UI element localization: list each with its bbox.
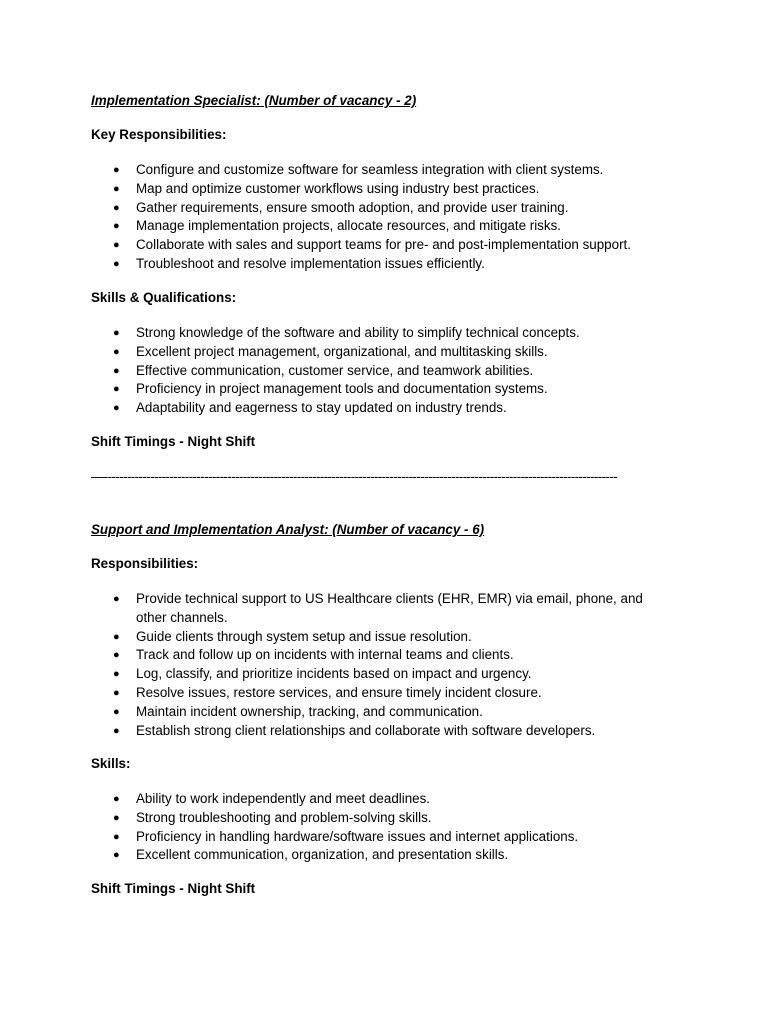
list-item-text: Proficiency in handling hardware/software issues and internet applications.	[136, 828, 579, 844]
list-item-text: Ability to work independently and meet deadlines.	[136, 791, 431, 806]
skills-list	[0, 790, 676, 865]
bullet-icon: ●	[113, 593, 120, 605]
list-item	[0, 236, 676, 255]
list-item-text: Strong knowledge of the software and ability to simplify technical concepts.	[136, 325, 580, 340]
list-item-text: Manage implementation projects, allocate resources, and mitigate risks.	[136, 218, 561, 234]
list-item	[0, 217, 676, 236]
list-item-text: Troubleshoot and resolve implementation issues efficiently.	[136, 255, 485, 271]
list-item	[0, 790, 676, 809]
bullet-icon: ●	[113, 724, 120, 737]
list-item-text: Resolve issues, restore services, and ensure timely incident closure.	[136, 684, 542, 700]
list-item	[0, 590, 676, 628]
bullet-icon: ●	[113, 705, 120, 718]
job-title-support-implementation-analyst: Support and Implementation Analyst: (Number of vacancy - 6)	[91, 522, 485, 537]
list-item	[0, 380, 676, 399]
list-item-text: Establish strong client relationships and collaborate with software developers.	[136, 722, 596, 738]
bullet-icon: ●	[113, 345, 120, 358]
list-item-text: Provide technical support to US Healthcare clients (EHR, EMR) via email, phone, and other channels.	[136, 591, 643, 625]
bullet-icon: ●	[113, 364, 120, 377]
list-item-text: Excellent project management, organizational, and multitasking skills.	[136, 343, 548, 359]
list-item-text: Configure and customize software for seamless integration with client systems.	[136, 162, 604, 177]
list-item	[0, 809, 676, 828]
list-item-text: Effective communication, customer service, and teamwork abilities.	[136, 362, 534, 378]
bullet-icon: ●	[113, 649, 120, 662]
list-item-text: Collaborate with sales and support teams for pre- and post-implementation support.	[136, 237, 631, 253]
bullet-icon: ●	[113, 402, 120, 415]
list-item-text: Log, classify, and prioritize incidents based on impact and urgency.	[136, 666, 532, 682]
list-item	[0, 703, 676, 722]
list-item-text: Maintain incident ownership, tracking, and communication.	[136, 703, 483, 719]
shift-timings-2: Shift Timings - Night Shift	[91, 881, 256, 896]
responsibilities-list	[0, 590, 676, 740]
bullet-icon: ●	[113, 239, 120, 252]
bullet-icon: ●	[113, 164, 120, 176]
responsibilities-heading: Responsibilities:	[91, 556, 199, 571]
bullet-icon: ●	[113, 849, 120, 862]
bullet-icon: ●	[113, 686, 120, 699]
bullet-icon: ●	[113, 220, 120, 233]
list-item	[0, 628, 676, 647]
bullet-icon: ●	[113, 182, 120, 195]
list-item-text: Excellent communication, organization, and presentation skills.	[136, 847, 509, 863]
bullet-icon: ●	[113, 327, 120, 339]
bullet-icon: ●	[113, 811, 120, 824]
key-responsibilities-list	[0, 161, 676, 274]
list-item	[0, 665, 676, 684]
skills-qualifications-heading: Skills & Qualifications:	[91, 290, 237, 305]
list-item-text: Gather requirements, ensure smooth adoption, and provide user training.	[136, 199, 569, 215]
skills-qualifications-list	[0, 324, 676, 418]
list-item	[0, 255, 676, 274]
bullet-icon: ●	[113, 630, 120, 643]
job-title-implementation-specialist: Implementation Specialist: (Number of vacancy - 2)	[91, 93, 417, 108]
skills-heading: Skills:	[91, 756, 131, 771]
bullet-icon: ●	[113, 793, 120, 805]
list-item	[0, 180, 676, 199]
list-item	[0, 722, 676, 741]
list-item-text: Guide clients through system setup and issue resolution.	[136, 628, 472, 644]
list-item-text: Track and follow up on incidents with internal teams and clients.	[136, 647, 514, 663]
list-item	[0, 846, 676, 865]
list-item	[0, 362, 676, 381]
list-item-text: Adaptability and eagerness to stay updated on industry trends.	[136, 400, 507, 416]
list-item-text: Proficiency in project management tools and documentation systems.	[136, 381, 548, 397]
list-item	[0, 828, 676, 847]
bullet-icon: ●	[113, 201, 120, 214]
shift-timings-1: Shift Timings - Night Shift	[91, 434, 256, 449]
bullet-icon: ●	[113, 668, 120, 681]
bullet-icon: ●	[113, 383, 120, 396]
list-item	[0, 199, 676, 218]
list-item	[0, 161, 676, 180]
list-item	[0, 343, 676, 362]
key-responsibilities-heading: Key Responsibilities:	[91, 127, 227, 142]
list-item	[0, 324, 676, 343]
list-item	[0, 399, 676, 418]
bullet-icon: ●	[113, 830, 120, 843]
list-item	[0, 646, 676, 665]
list-item-text: Strong troubleshooting and problem-solving skills.	[136, 809, 432, 825]
bullet-icon: ●	[113, 257, 120, 270]
list-item-text: Map and optimize customer workflows using industry best practices.	[136, 180, 540, 196]
section-divider: —-------------------------------------------------------------------------------------------------------------------------------------	[91, 469, 618, 484]
list-item	[0, 684, 676, 703]
